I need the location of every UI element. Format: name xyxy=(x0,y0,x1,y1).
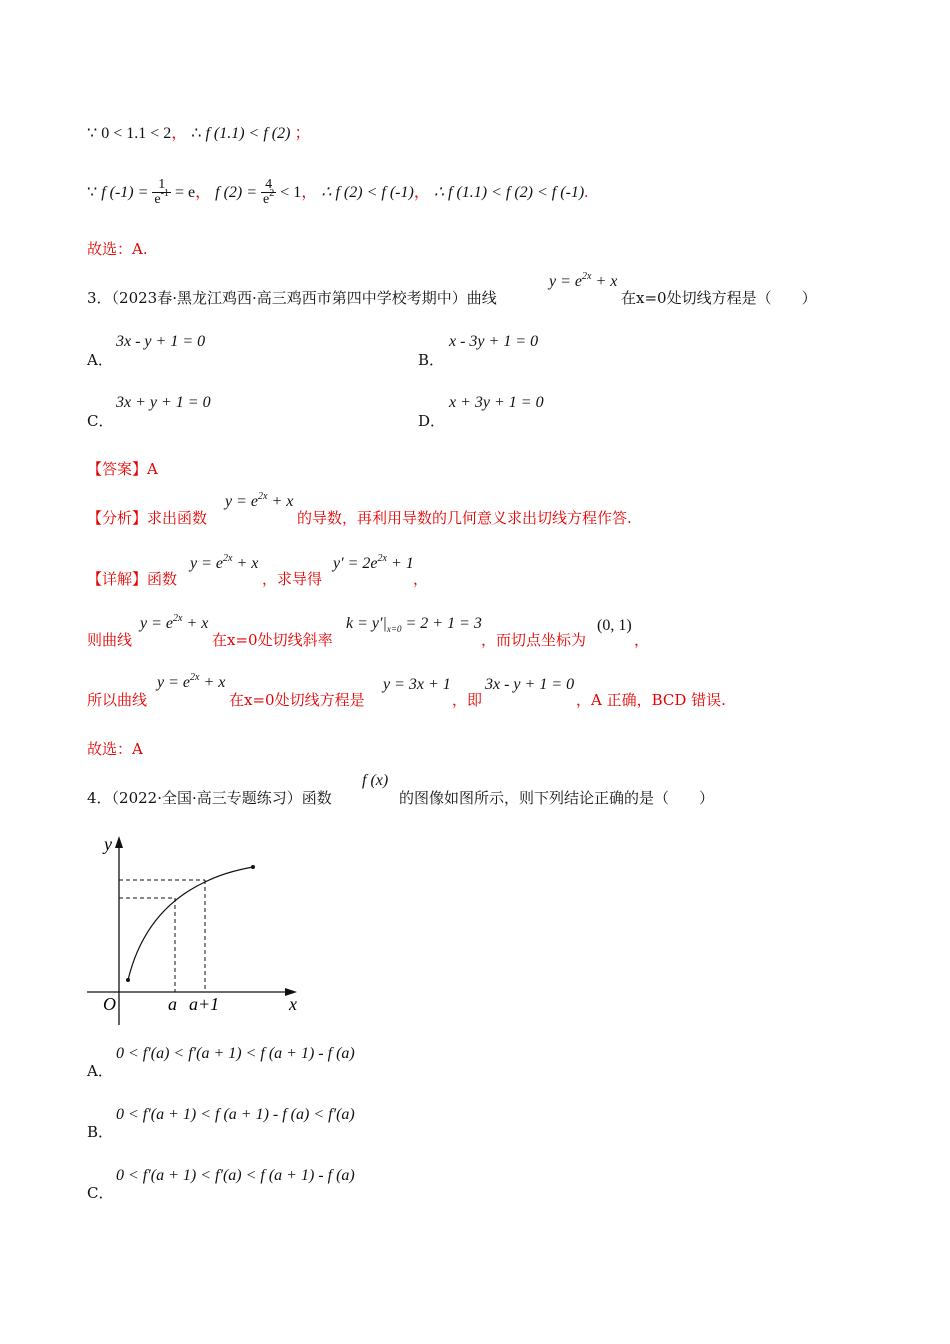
q3-curve xyxy=(549,273,617,291)
q4-fx: f (x) xyxy=(362,772,389,789)
semicolon: ； xyxy=(294,125,311,142)
therefore-1: ∴ f (2) < f (-1) xyxy=(321,184,414,201)
frac-num: 4 xyxy=(261,178,276,193)
x-label: x xyxy=(289,994,297,1014)
concl-eq: y = 3x + 1 xyxy=(383,676,451,693)
function-graph xyxy=(85,830,315,1030)
q4-option-c-expr[interactable]: 0 < f′(a + 1) < f′(a) < f (a + 1) - f (a) xyxy=(116,1167,355,1184)
slope-end: ， xyxy=(634,631,650,649)
q4-option-b-letter[interactable]: B． xyxy=(87,1123,114,1141)
deriv-base: y′ = 2e xyxy=(333,555,378,572)
therefore-symbol: ∴ xyxy=(191,125,202,142)
concl-post: ，A 正确，BCD 错误. xyxy=(576,691,726,709)
q3-option-d-letter[interactable]: D． xyxy=(418,412,446,430)
q4-option-a-letter[interactable]: A． xyxy=(87,1062,113,1080)
frac-num: 1 xyxy=(152,178,171,193)
q3-answer: 【答案】A xyxy=(87,460,158,478)
concl-mid: 在x=0处切线方程是 xyxy=(229,691,365,709)
because-symbol: ∵ xyxy=(87,184,98,201)
detail-end: ， xyxy=(413,570,429,588)
deriv-tail: + 1 xyxy=(386,555,414,572)
curve-exp: 2x xyxy=(582,271,592,282)
function-curve xyxy=(128,867,253,980)
concl-eq2: 3x - y + 1 = 0 xyxy=(485,676,575,693)
fraction-four-over-e2 xyxy=(261,178,276,208)
equals-e: = e xyxy=(174,184,196,201)
f-2: f (2) = xyxy=(215,184,258,201)
line2 xyxy=(87,176,588,210)
q3-option-b-letter[interactable]: B． xyxy=(418,351,445,369)
detail-curve xyxy=(190,555,258,573)
slope-expr xyxy=(346,615,482,633)
frac-den-base: e xyxy=(263,192,270,208)
curve-base: y = e xyxy=(549,273,582,290)
line1 xyxy=(87,120,310,143)
a-label: a xyxy=(168,994,177,1014)
slope-curve xyxy=(140,615,208,633)
f-neg1: f (-1) = xyxy=(101,184,149,201)
q3-option-c-letter[interactable]: C． xyxy=(87,412,114,430)
comma: ， xyxy=(301,184,318,201)
detail-label: 【详解】 xyxy=(87,570,148,588)
comma: ， xyxy=(413,184,430,201)
slope-tail: = 2 + 1 = 3 xyxy=(401,615,482,632)
analysis-pre: 求出函数 xyxy=(147,509,208,527)
concl-curve xyxy=(157,674,225,692)
slope-sub: x=0 xyxy=(386,624,402,634)
curve-tail: + x xyxy=(267,493,294,510)
curve-exp: 2x xyxy=(190,672,200,683)
concl-ji: ，即 xyxy=(452,691,483,709)
frac-den xyxy=(261,188,276,208)
analysis-curve xyxy=(225,493,293,511)
q3-label: 3．（2023春·黑龙江鸡西·高三鸡西市第四中学校考期中）曲线 xyxy=(87,289,497,307)
q4-option-b-expr[interactable]: 0 < f′(a + 1) < f (a + 1) - f (a) < f′(a) xyxy=(116,1106,355,1123)
tangent-point: (0, 1) xyxy=(597,617,632,634)
slope-base: k = y′| xyxy=(346,615,387,632)
curve-base: y = e xyxy=(140,615,173,632)
curve-tail: + x xyxy=(182,615,209,632)
q3-option-a-expr[interactable]: 3x - y + 1 = 0 xyxy=(116,333,206,350)
concl-pre: 所以曲线 xyxy=(87,691,148,709)
comma: ， xyxy=(195,184,212,201)
therefore-2: ∴ f (1.1) < f (2) < f (-1) xyxy=(433,184,585,201)
curve-start-point xyxy=(126,978,130,982)
comma: ， xyxy=(171,125,188,142)
deriv-exp: 2x xyxy=(377,553,387,564)
q3-stem xyxy=(87,287,497,308)
detail-derivative xyxy=(333,555,414,573)
frac-den xyxy=(152,188,171,208)
curve-exp: 2x xyxy=(223,553,233,564)
curve-tail: + x xyxy=(199,674,226,691)
q3-analysis xyxy=(87,507,207,528)
curve-exp: 2x xyxy=(258,491,268,502)
curve-exp: 2x xyxy=(173,613,183,624)
curve-base: y = e xyxy=(190,555,223,572)
analysis-post: 的导数，再利用导数的几何意义求出切线方程作答. xyxy=(297,509,632,527)
origin-label: O xyxy=(103,994,116,1014)
because-symbol: ∵ xyxy=(87,125,98,142)
relation: f (1.1) < f (2) xyxy=(205,125,291,142)
inequality: 0 < 1.1 < 2 xyxy=(101,125,172,142)
curve-end-point xyxy=(251,865,255,869)
q4-stem-after: 的图像如图所示，则下列结论正确的是（ ） xyxy=(399,789,715,807)
q3-stem-after: 在x=0处切线方程是（ ） xyxy=(621,289,817,307)
y-label: y xyxy=(104,834,112,854)
period: . xyxy=(584,184,589,201)
a-plus-1-label: a+1 xyxy=(189,994,220,1014)
q3-option-b-expr[interactable]: x - 3y + 1 = 0 xyxy=(449,333,539,350)
curve-base: y = e xyxy=(225,493,258,510)
q3-final: 故选：A xyxy=(87,740,143,758)
curve-tail: + x xyxy=(591,273,618,290)
curve-base: y = e xyxy=(157,674,190,691)
answer-choice-prev: 故选：A. xyxy=(87,240,148,258)
analysis-label: 【分析】 xyxy=(87,509,148,527)
q4-option-c-letter[interactable]: C． xyxy=(87,1184,114,1202)
frac-den-base: e xyxy=(154,192,161,208)
frac-den-exp: -1 xyxy=(160,188,169,200)
slope-mid: 在x=0处切线斜率 xyxy=(212,631,333,649)
q4-stem: 4．（2022·全国·高三专题练习）函数 xyxy=(87,789,332,807)
fraction-one-over-e-inv xyxy=(152,178,171,208)
q4-option-a-expr[interactable]: 0 < f′(a) < f′(a + 1) < f (a + 1) - f (a) xyxy=(116,1045,355,1062)
q3-option-a-letter[interactable]: A． xyxy=(87,351,113,369)
y-axis-arrow xyxy=(115,836,123,848)
less-than-one: < 1 xyxy=(280,184,302,201)
q3-option-c-expr[interactable]: 3x + y + 1 = 0 xyxy=(116,394,211,411)
detail-pre: 函数 xyxy=(147,570,178,588)
detail-mid: ，求导得 xyxy=(262,570,323,588)
slope-post: ，而切点坐标为 xyxy=(481,631,587,649)
q3-detail xyxy=(87,568,177,589)
curve-tail: + x xyxy=(232,555,259,572)
slope-pre: 则曲线 xyxy=(87,631,133,649)
q3-option-d-expr[interactable]: x + 3y + 1 = 0 xyxy=(449,394,544,411)
frac-den-exp: 2 xyxy=(269,188,275,200)
